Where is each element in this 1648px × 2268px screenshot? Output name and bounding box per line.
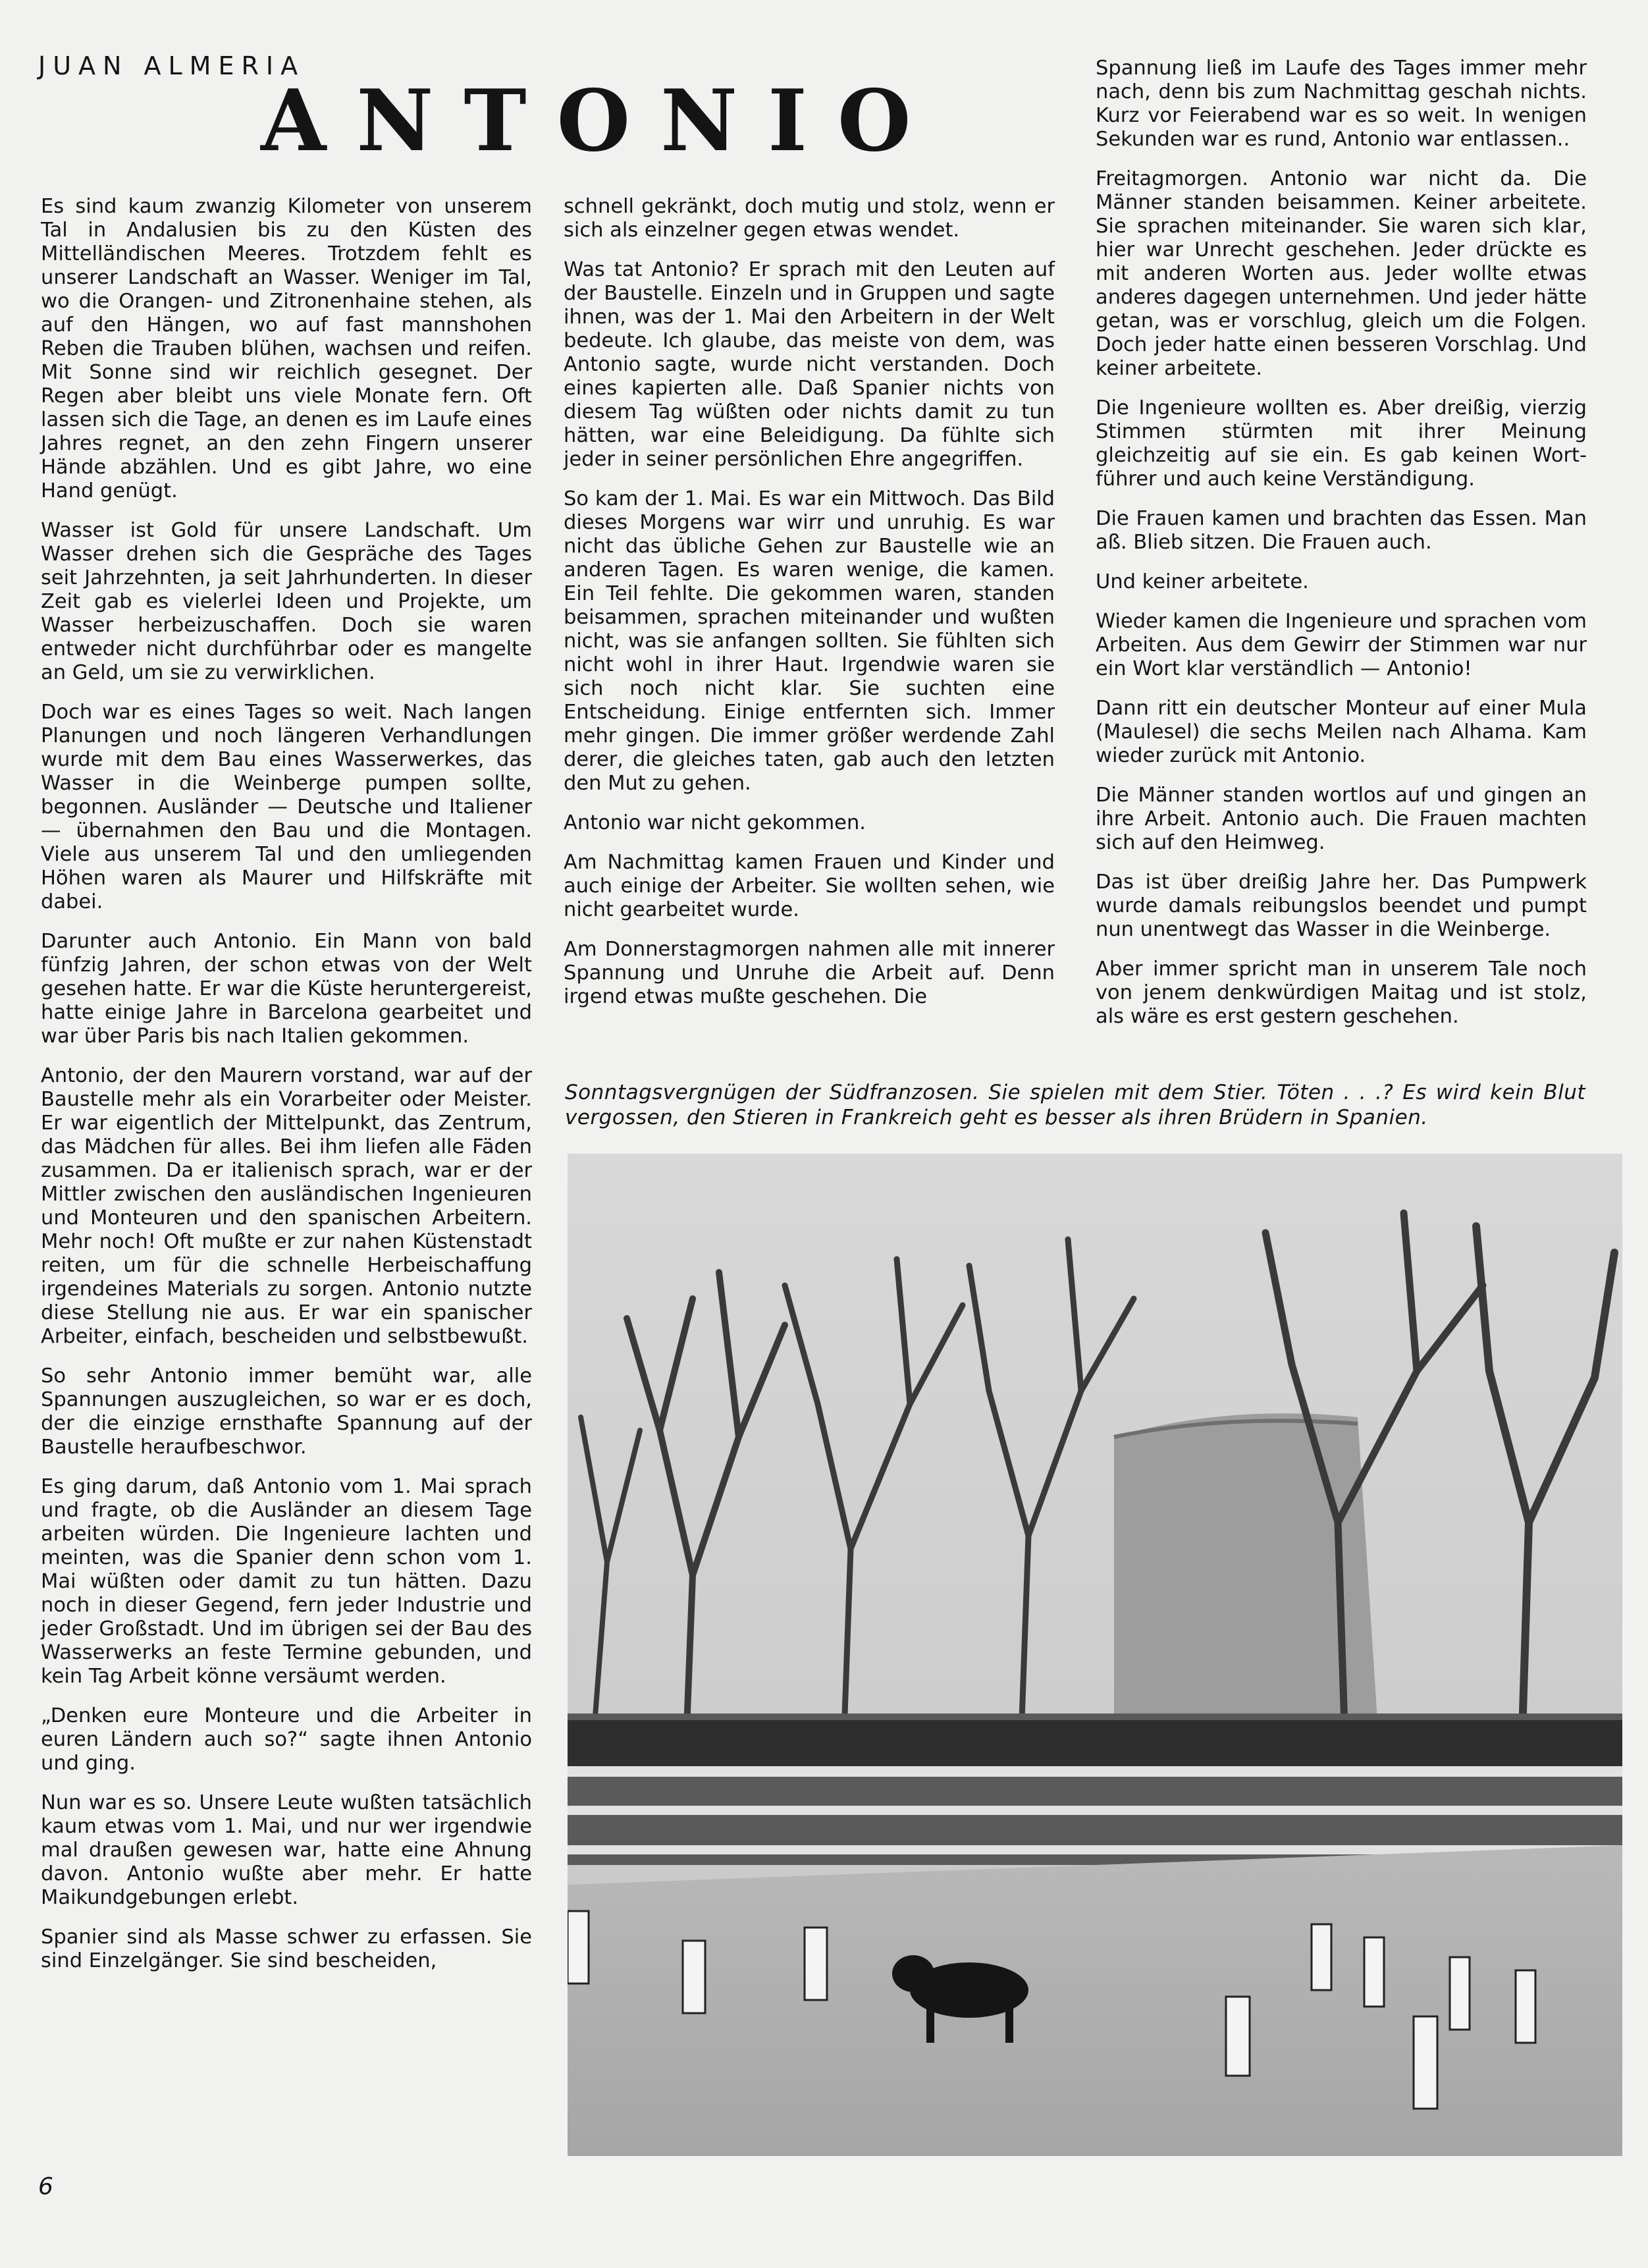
paragraph: Antonio war nicht gekommen. bbox=[564, 811, 866, 834]
paragraph: Am Donnerstagmorgen nahmen alle mit innerer Spannung und Unruhe die Arbeit auf. Denn irgend etwas mußte geschehen. Die bbox=[564, 938, 1055, 1008]
text-column-2 bbox=[564, 195, 1055, 1025]
paragraph: Dann ritt ein deutscher Monteur auf einer Mula (Maulesel) die sechs Meilen nach Alhama. Kam wieder zurück mit Antonio. bbox=[1096, 697, 1587, 767]
page-number: 6 bbox=[38, 2173, 53, 2200]
author-name: JUAN ALMERIA bbox=[38, 51, 306, 80]
paragraph: Die Männer standen wortlos auf und gingen an ihre Arbeit. Antonio auch. Die Frauen machten sich auf den Heimweg. bbox=[1096, 784, 1587, 854]
paragraph: Was tat Antonio? Er sprach mit den Leuten auf der Baustelle. Einzeln und in Gruppen und sagte ihnen, was der 1. Mai den Arbeitern in der Welt bedeute. Ich glaube, das meiste von dem, was Antonio sagte, wurde nicht verstanden. Doch eines kapierten alle. Daß Spanier nichts von diesem Tag wüßten oder nichts damit zu tun hätten, war eine Beleidigung. Da fühlte sich jeder in seiner persönlichen Ehre angegriffen. bbox=[564, 258, 1055, 471]
bullfight-photo-illustration bbox=[568, 1154, 1622, 2156]
text-column-1 bbox=[41, 195, 532, 1989]
paragraph: So kam der 1. Mai. Es war ein Mittwoch. Das Bild dieses Morgens war wirr und unruhig. Es war nicht das übliche Gehen zur Baustelle wie an anderen Tagen. Es waren wenige, die kamen. Ein Teil fehlte. Die gekommen waren, standen beisammen, sprachen miteinander und wußten nicht, was sie anfangen sollten. Sie fühlten sich nicht wohl in ihrer Haut. Irgendwie waren sie sich noch nicht klar. Sie suchten eine Entscheidung. Einige entfernten sich. Immer mehr gingen. Die immer größer werdende Zahl derer, die gleiches taten, gab auch den letzten den Mut zu gehen. bbox=[564, 487, 1055, 795]
paragraph: Spanier sind als Masse schwer zu erfassen. Sie sind Einzelgänger. Sie sind bescheiden, bbox=[41, 1926, 532, 1972]
text-column-3 bbox=[1096, 57, 1587, 1044]
paragraph: Freitagmorgen. Antonio war nicht da. Die Männer standen beisammen. Keiner arbeitete. Sie sprachen miteinander. Sie waren sich klar, hier war Unrecht geschehen. Jeder drückte es mit anderen Worten aus. Jeder wollte etwas anderes dagegen unternehmen. Und jeder hätte getan, was er vorschlug, gleich um die Folgen. Doch jeder hatte einen besseren Vorschlag. Und keiner arbeitete. bbox=[1096, 167, 1587, 380]
paragraph: Spannung ließ im Laufe des Tages immer mehr nach, denn bis zum Nachmittag geschah nichts. Kurz vor Feierabend war es so weit. In wenigen Sekunden war es rund, Antonio war entlassen.. bbox=[1096, 57, 1587, 151]
paragraph: Es sind kaum zwanzig Kilometer von unserem Tal in Andalusien bis zu den Küsten des Mittelländischen Meeres. Trotzdem fehlt es unserer Landschaft an Wasser. Weniger im Tal, wo die Orangen- und Zitronenhaine stehen, als auf den Hängen, wo auf fast mannshohen Reben die Trauben blühen, wachsen und reifen. Mit Sonne sind wir reichlich gesegnet. Der Regen aber bleibt uns viele Monate fern. Oft lassen sich die Tage, an denen es im Laufe eines Jahres regnet, an den zehn Fingern unserer Hände abzählen. Und es gibt Jahre, wo eine Hand genügt. bbox=[41, 195, 532, 502]
paragraph: Doch war es eines Tages so weit. Nach langen Planungen und noch längeren Verhandlungen wurde mit dem Bau eines Wasserwerkes, das Wasser in die Weinberge pumpen sollte, begonnen. Ausländer — Deutsche und Italiener — übernahmen den Bau und die Montagen. Viele aus unserem Tal und den umliegenden Höhen waren als Maurer und Hilfskräfte mit dabei. bbox=[41, 701, 532, 913]
paragraph: Am Nachmittag kamen Frauen und Kinder und auch einige der Arbeiter. Sie wollten sehen, wie nicht gearbeitet wurde. bbox=[564, 851, 1055, 921]
paragraph: Das ist über dreißig Jahre her. Das Pumpwerk wurde damals reibungslos beendet und pumpt nun unentwegt das Wasser in die Weinberge. bbox=[1096, 871, 1587, 941]
paragraph: So sehr Antonio immer bemüht war, alle Spannungen auszugleichen, so war er es doch, der die einzige ernsthafte Spannung auf der Baustelle heraufbeschwor. bbox=[41, 1364, 532, 1459]
bullfight-photo bbox=[568, 1154, 1622, 2156]
paragraph: Und keiner arbeitete. bbox=[1096, 570, 1309, 593]
paragraph: Die Frauen kamen und brachten das Essen. Man aß. Blieb sitzen. Die Frauen auch. bbox=[1096, 507, 1587, 554]
paragraph: Wieder kamen die Ingenieure und sprachen vom Arbeiten. Aus dem Gewirr der Stimmen war nur ein Wort klar verständlich — Antonio! bbox=[1096, 610, 1587, 680]
paragraph: „Denken eure Monteure und die Arbeiter in euren Ländern auch so?“ sagte ihnen Antonio und ging. bbox=[41, 1704, 532, 1775]
paragraph: Die Ingenieure wollten es. Aber dreißig, vierzig Stimmen stürmten mit ihrer Meinung gleichzeitig auf sie ein. Es gab keinen Wortführer und auch keine Verständigung. bbox=[1096, 396, 1587, 491]
paragraph: Antonio, der den Maurern vorstand, war auf der Baustelle mehr als ein Vorarbeiter oder Meister. Er war eigentlich der Mittelpunkt, das Zentrum, das Mädchen für alles. Bei ihm liefen alle Fäden zusammen. Da er italienisch sprach, war er der Mittler zwischen den ausländischen Ingenieuren und Monteuren und den spanischen Arbeitern. Mehr noch! Oft mußte er zur nahen Küstenstadt reiten, um für die schnelle Herbeischaffung irgendeines Materials zu sorgen. Antonio nutzte diese Stellung nie aus. Er war ein spanischer Arbeiter, einfach, bescheiden und selbstbewußt. bbox=[41, 1064, 532, 1348]
paragraph: schnell gekränkt, doch mutig und stolz, wenn er sich als einzelner gegen etwas wendet. bbox=[564, 195, 1055, 242]
paragraph: Nun war es so. Unsere Leute wußten tatsächlich kaum etwas vom 1. Mai, und nur wer irgendwie mal draußen gewesen war, hatte eine Ahnung davon. Antonio wußte aber mehr. Er hatte Maikundgebungen erlebt. bbox=[41, 1791, 532, 1909]
photo-caption: Sonntagsvergnügen der Südfranzosen. Sie spielen mit dem Stier. Töten . . .? Es wird kein Blut vergossen, den Stieren in Frankreich geht es besser als ihren Brüdern in Spanien. bbox=[565, 1081, 1585, 1129]
paragraph: Aber immer spricht man in unserem Tale noch von jenem denkwürdigen Maitag und ist stolz, als wäre es erst gestern geschehen. bbox=[1096, 958, 1587, 1028]
paragraph: Darunter auch Antonio. Ein Mann von bald fünfzig Jahren, der schon etwas von der Welt gesehen hatte. Er war die Küste heruntergereist, hatte einige Jahre in Barcelona gearbeitet und war über Paris bis nach Italien gekommen. bbox=[41, 930, 532, 1048]
paragraph: Wasser ist Gold für unsere Landschaft. Um Wasser drehen sich die Gespräche des Tages seit Jahrzehnten, ja seit Jahrhunderten. In dieser Zeit gab es vielerlei Ideen und Projekte, um Wasser herbeizuschaffen. Doch sie waren entweder nicht durchführbar oder es mangelte an Geld, um sie zu verwirklichen. bbox=[41, 519, 532, 684]
article-title: ANTONIO bbox=[261, 72, 942, 171]
paragraph: Es ging darum, daß Antonio vom 1. Mai sprach und fragte, ob die Ausländer an diesem Tage arbeiten würden. Die Ingenieure lachten und meinten, was die Spanier denn schon vom 1. Mai wüßten oder damit zu tun hätten. Dazu noch in dieser Gegend, fern jeder Industrie und jeder Großstadt. Und im übrigen sei der Bau des Wasserwerks an feste Termine gebunden, und kein Tag Arbeit könne versäumt werden. bbox=[41, 1475, 532, 1688]
